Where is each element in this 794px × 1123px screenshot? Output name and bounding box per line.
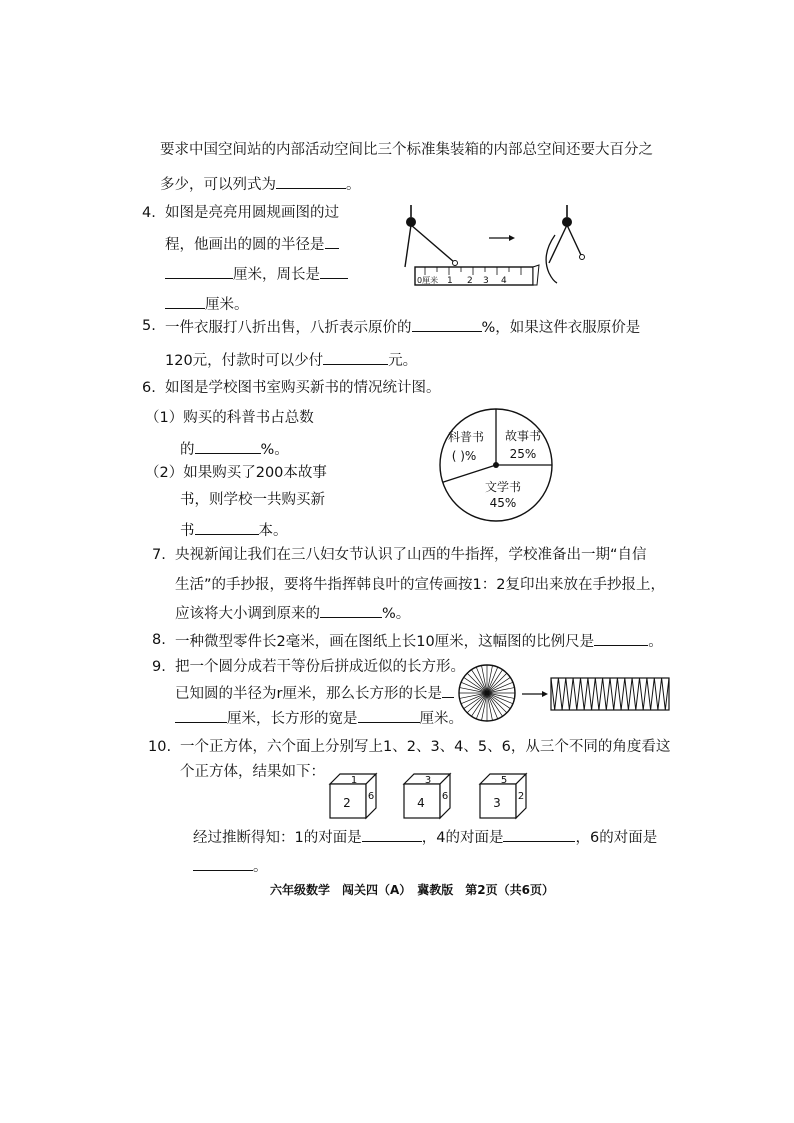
q7-line3: 应该将大小调到原来的 %。 (175, 602, 410, 624)
q4-line3: 厘米，周长是 (165, 263, 348, 285)
ruler-tick-2: 2 (467, 276, 473, 286)
q6-sub2-line3: 书 本。 (180, 519, 288, 541)
book-purchase-pie-chart (440, 405, 574, 525)
answer-blank[interactable] (195, 519, 259, 535)
q6-number: 6. (142, 380, 156, 396)
q6-sub1-line1: （1）购买的科普书占总数 (145, 410, 314, 426)
answer-blank[interactable] (193, 855, 253, 871)
cube-2-top: 3 (424, 775, 432, 786)
answer-blank[interactable] (442, 682, 454, 698)
circle-sector-line (487, 673, 507, 693)
cube-1-top: 1 (350, 775, 358, 786)
ruler-tick-4: 4 (501, 276, 507, 286)
answer-blank[interactable] (175, 707, 227, 723)
q6-sub2-line2: 书，则学校一共购买新 (180, 492, 325, 508)
cube-3 (480, 774, 526, 818)
answer-blank[interactable] (320, 602, 382, 618)
q3-line1: 要求中国空间站的内部活动空间比三个标准集装箱的内部总空间还要大百分之 (160, 142, 653, 158)
q6-sub1-line2: 的 %。 (180, 438, 289, 460)
q8-number: 8. (152, 632, 166, 648)
q7-line1: 央视新闻让我们在三八妇女节认识了山西的牛指挥，学校准备出一期“自信 (175, 547, 647, 563)
q9-number: 9. (152, 659, 166, 675)
answer-blank[interactable] (165, 263, 233, 279)
answer-blank[interactable] (503, 826, 575, 842)
pie-label-gushi: 故事书 (504, 429, 542, 443)
answer-blank[interactable] (276, 173, 346, 189)
answer-blank[interactable] (165, 293, 205, 309)
pie-label-wenxue: 文学书 (484, 480, 522, 494)
pie-value-gushi: 25% (509, 447, 537, 461)
q10-line2: 个正方体，结果如下： (180, 764, 325, 780)
page-footer: 六年级数学 闯关四（A） 冀教版 第2页（共6页） (270, 883, 554, 897)
q7-line2: 生活”的手抄报，要将牛指挥韩良叶的宣传画按1：2复印出来放在手抄报上， (175, 577, 665, 593)
q5-line1: 一件衣服打八折出售，八折表示原价的 %，如果这件衣服原价是 (165, 316, 640, 338)
pie-label-kepu: 科普书 (447, 430, 485, 444)
cube-2-side: 6 (441, 791, 449, 802)
cube-3-front: 3 (493, 796, 501, 810)
q4-line4: 厘米。 (165, 293, 249, 315)
answer-blank[interactable] (323, 349, 388, 365)
compass-ruler-figure (405, 205, 625, 295)
q10-line4: 。 (193, 855, 268, 877)
q10-line3: 经过推断得知：1的对面是 ，4的对面是 ，6的对面是 (193, 826, 657, 848)
answer-blank[interactable] (412, 316, 482, 332)
approximate-rectangle (551, 678, 669, 710)
q6-intro: 如图是学校图书室购买新书的情况统计图。 (165, 380, 441, 396)
q5-line2: 120元，付款时可以少付 元。 (165, 349, 417, 371)
q10-line1: 一个正方体，六个面上分别写上1、2、3、4、5、6，从三个不同的角度看这 (180, 739, 671, 755)
q4-line1: 如图是亮亮用圆规画图的过 (165, 205, 339, 221)
q6-sub2-line1: （2）如果购买了200本故事 (145, 465, 327, 481)
cube-1-front: 2 (343, 796, 351, 810)
circle-sector-line (487, 693, 507, 713)
circle-sector-line (467, 673, 487, 693)
ruler-zero-label: 0厘米 (417, 276, 439, 285)
answer-blank[interactable] (358, 707, 420, 723)
q9-line1: 把一个圆分成若干等份后拼成近似的长方形。 (175, 659, 465, 675)
circle-to-rectangle-figure (458, 664, 678, 724)
answer-blank[interactable] (325, 233, 339, 249)
q5-number: 5. (142, 318, 156, 334)
circle-sector-line (467, 693, 487, 713)
cube-1 (330, 774, 376, 818)
pie-value-kepu: ( )% (451, 449, 477, 463)
q9-line2: 已知圆的半径为r厘米，那么长方形的长是 (175, 682, 454, 704)
ruler-tick-3: 3 (483, 276, 489, 286)
q7-number: 7. (152, 547, 166, 563)
cube-3-side: 2 (517, 791, 525, 802)
cube-1-side: 6 (367, 791, 375, 802)
cube-2 (404, 774, 450, 818)
answer-blank[interactable] (362, 826, 422, 842)
cube-2-front: 4 (417, 796, 425, 810)
q8-line: 一种微型零件长2毫米，画在图纸上长10厘米，这幅图的比例尺是 。 (175, 630, 663, 652)
answer-blank[interactable] (195, 438, 261, 454)
q3-line2: 多少，可以列式为 。 (160, 173, 361, 195)
cube-3-top: 5 (500, 775, 508, 786)
ruler-tick-1: 1 (447, 276, 453, 286)
q4-line2: 程，他画出的圆的半径是 (165, 233, 339, 255)
answer-blank[interactable] (320, 263, 348, 279)
q10-number: 10. (148, 739, 172, 755)
cube-views-figure (328, 774, 538, 820)
q9-line3: 厘米，长方形的宽是 厘米。 (175, 707, 463, 729)
pie-value-wenxue: 45% (489, 496, 517, 510)
pie-center-dot (493, 462, 499, 468)
q4-number: 4. (142, 205, 156, 221)
answer-blank[interactable] (594, 630, 648, 646)
